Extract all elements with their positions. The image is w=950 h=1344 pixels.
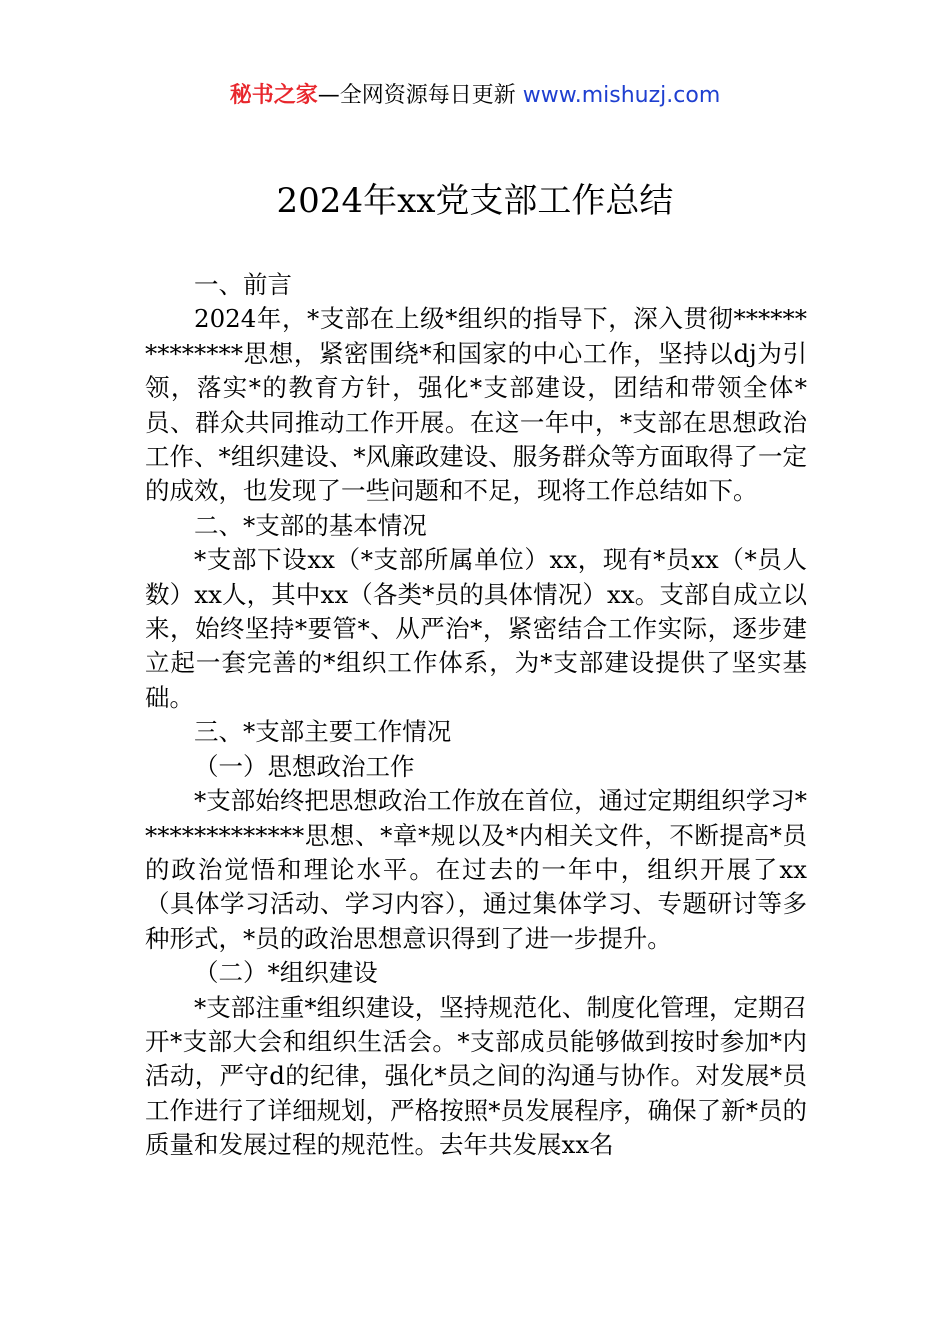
paragraph-preface: 2024年，*支部在上级*组织的指导下，深入贯彻**************思想，紧密围绕*和国家的中心工作，坚持以dj为引领，落实*的教育方针，强化*支部建设，团结和带领全体*员、群众共同推动工作开展。在这一年中，*支部在思想政治工作、*组织建设、*风廉政建设、服务群众等方面取得了一定的成效，也发现了一些问题和不足，现将工作总结如下。 — [145, 304, 807, 506]
site-url-link[interactable]: www.mishuzj.com — [522, 83, 721, 108]
paragraph-ideology: *支部始终把思想政治工作放在首位，通过定期组织学习**************思想、*章*规以及*内相关文件，不断提高*员的政治觉悟和理论水平。在过去的一年中，组织开展了xx（具体学习活动、学习内容），通过集体学习、专题研讨等多种形式，*员的政治思想意识得到了进一步提升。 — [145, 786, 807, 953]
document-title: 2024年xx党支部工作总结 — [276, 181, 674, 221]
section-heading-preface: 一、前言 — [194, 270, 292, 299]
document-body — [145, 268, 807, 1163]
section-heading-main-work: 三、*支部主要工作情况 — [194, 717, 452, 747]
site-tagline: —全网资源每日更新 — [317, 83, 516, 108]
subsection-heading-organization: （二）*组织建设 — [194, 958, 378, 988]
subsection-heading-ideology: （一）思想政治工作 — [194, 751, 415, 781]
section-heading-basic-info: 二、*支部的基本情况 — [194, 510, 427, 540]
site-header — [0, 80, 950, 112]
paragraph-organization: *支部注重*组织建设，坚持规范化、制度化管理，定期召开*支部大会和组织生活会。*支部成员能够做到按时参加*内活动，严守d的纪律，强化*员之间的沟通与协作。对发展*员工作进行了详细规划，严格按照*员发展程序，确保了新*员的质量和发展过程的规范性。去年共发展xx名 — [145, 992, 807, 1160]
paragraph-basic-info: *支部下设xx（*支部所属单位）xx，现有*员xx（*员人数）xx人，其中xx（各类*员的具体情况）xx。支部自成立以来，始终坚持*要管*、从严治*，紧密结合工作实际，逐步建立起一套完善的*组织工作体系，为*支部建设提供了坚实基础。 — [145, 545, 807, 712]
site-brand: 秘书之家 — [229, 83, 318, 108]
